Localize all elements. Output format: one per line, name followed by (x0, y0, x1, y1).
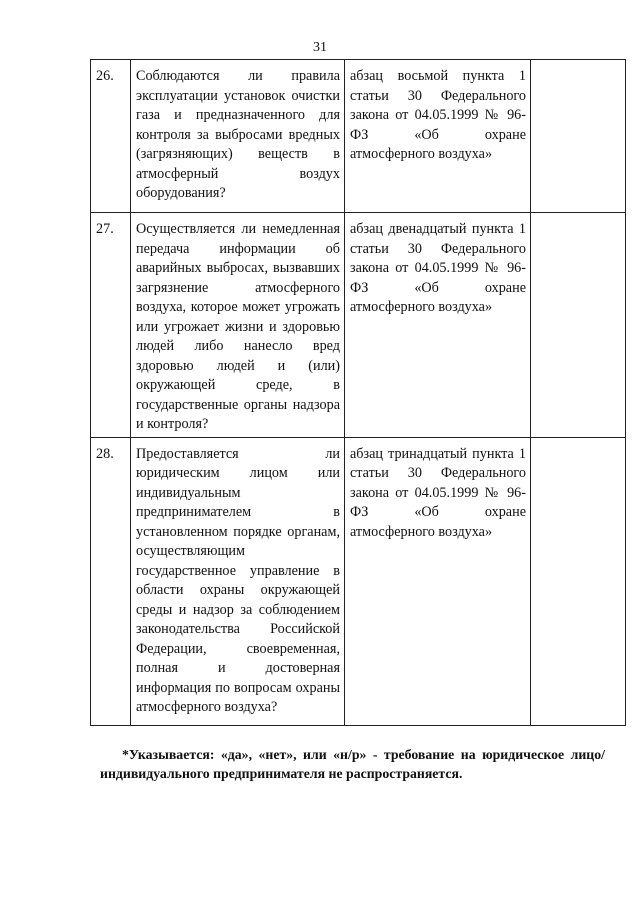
table-row (91, 60, 626, 213)
requirement-question: Соблюдаются ли правила эксплуатации установок очистки газа и предназначенного для контроля за выбросами вредных (загрязняющих) веществ в атмосферный воздух оборудования? (131, 60, 345, 213)
requirement-question: Осуществляется ли немедленная передача информации об аварийных выбросах, вызвавших загрязнение атмосферного воздуха, которое может угрожать или угрожает жизни и здоровью людей либо нанесло вред здоровью людей и (или) окружающей среде, в государственные органы надзора и контроля? (131, 213, 345, 438)
legal-reference: абзац тринадцатый пункта 1 статьи 30 Федерального закона от 04.05.1999 № 96-ФЗ «Об охране атмосферного воздуха» (345, 437, 531, 725)
row-number: 27. (91, 213, 131, 438)
table-row (91, 213, 626, 438)
answer-cell (531, 437, 626, 725)
page-number: 31 (313, 40, 327, 55)
requirements-table (90, 59, 626, 726)
answer-cell (531, 213, 626, 438)
requirement-question: Предоставляется ли юридическим лицом или индивидуальным предпринимателем в установленном порядке органам, осуществляющим государственное управление в области охраны окружающей среды и надзор за соблюдением законодательства Российской Федерации, своевременная, полная и достоверная информация по вопросам охраны атмосферного воздуха? (131, 437, 345, 725)
legal-reference: абзац восьмой пункта 1 статьи 30 Федерального закона от 04.05.1999 № 96-ФЗ «Об охране атмосферного воздуха» (345, 60, 531, 213)
footnote: *Указывается: «да», «нет», или «н/р» - требование на юридическое лицо/индивидуального предпринимателя не распространяется. (100, 747, 605, 781)
legal-reference: абзац двенадцатый пункта 1 статьи 30 Федерального закона от 04.05.1999 № 96-ФЗ «Об охране атмосферного воздуха» (345, 213, 531, 438)
row-number: 28. (91, 437, 131, 725)
answer-cell (531, 60, 626, 213)
row-number: 26. (91, 60, 131, 213)
table-row (91, 437, 626, 725)
